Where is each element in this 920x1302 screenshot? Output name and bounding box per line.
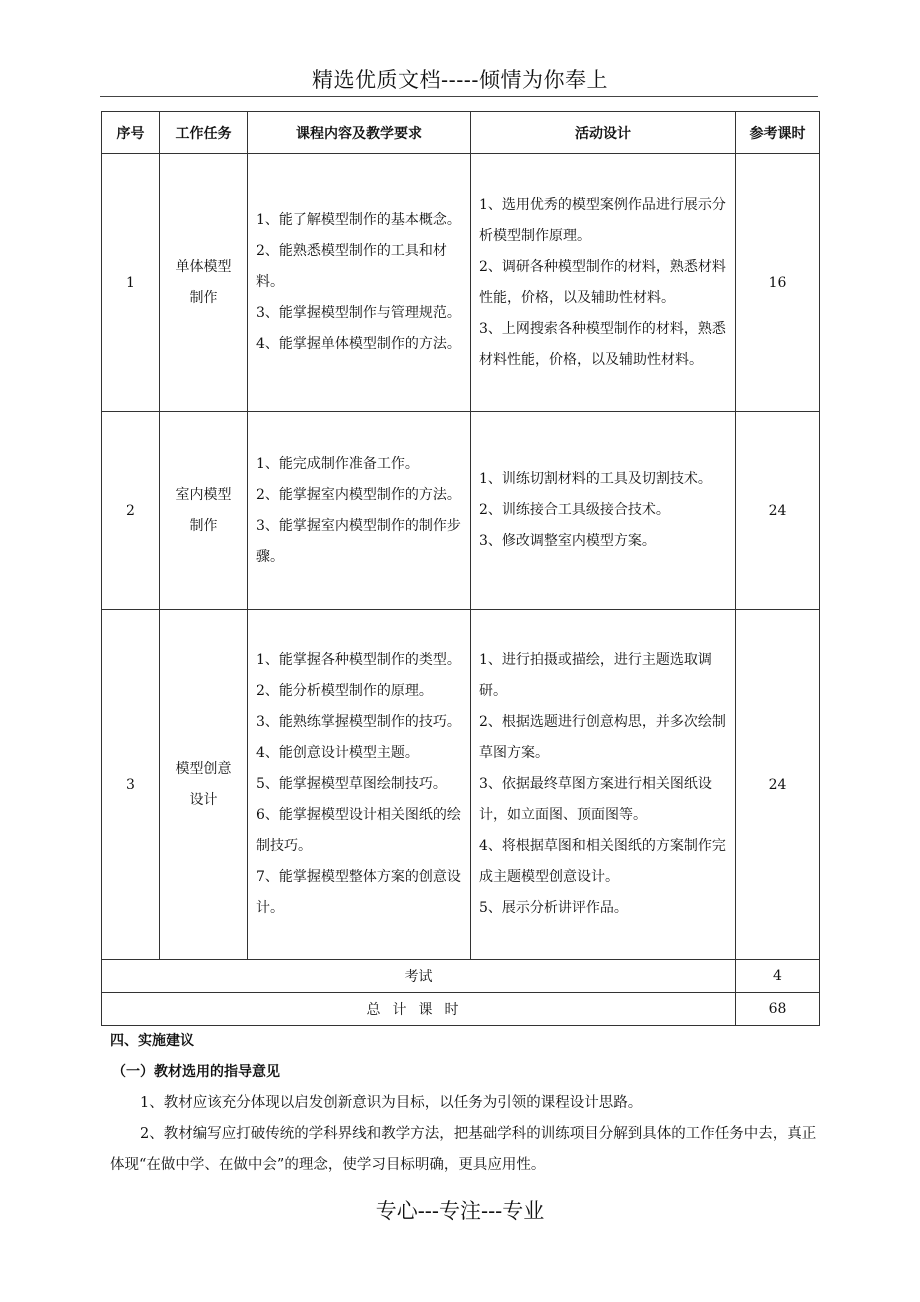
col-header-activity: 活动设计 [471, 112, 736, 154]
work-task [160, 610, 248, 960]
content-item: 7、能掌握模型整体方案的创意设计。 [256, 869, 461, 916]
content-item: 3、能掌握室内模型制作的制作步骤。 [256, 517, 461, 565]
page-footer: 专心---专注---专业 [375, 1199, 545, 1223]
total-label: 总计课时 [102, 993, 736, 1026]
content-item: 5、能掌握模型草图绘制技巧。 [256, 776, 447, 792]
activity-item: 2、调研各种模型制作的材料，熟悉材料性能，价格，以及辅助性材料。 [479, 258, 726, 306]
table-header-row [102, 112, 820, 154]
section-subtitle: （一）教材选用的指导意见 [112, 1064, 280, 1080]
exam-label: 考试 [102, 960, 736, 993]
work-task-line: 室内模型 [175, 486, 232, 503]
activity-design [471, 412, 736, 610]
content-item: 2、能分析模型制作的原理。 [256, 683, 433, 699]
content-item: 2、能熟悉模型制作的工具和材料。 [256, 243, 447, 290]
total-row [102, 993, 820, 1026]
activity-design [471, 154, 736, 412]
content-item: 1、能掌握各种模型制作的类型。 [256, 652, 461, 668]
reference-hours: 24 [736, 610, 820, 960]
activity-item: 4、将根据草图和相关图纸的方案制作完成主题模型创意设计。 [479, 838, 726, 885]
work-task-line: 制作 [189, 289, 218, 306]
exam-row [102, 960, 820, 993]
exam-hours: 4 [736, 960, 820, 993]
row-number: 2 [102, 412, 160, 610]
row-number: 3 [102, 610, 160, 960]
activity-item: 5、展示分析讲评作品。 [479, 900, 628, 916]
work-task [160, 154, 248, 412]
course-content [248, 610, 471, 960]
table-row [102, 610, 820, 960]
col-header-content: 课程内容及教学要求 [248, 112, 471, 154]
activity-item: 2、训练接合工具级接合技术。 [479, 502, 670, 518]
reference-hours: 24 [736, 412, 820, 610]
content-item: 6、能掌握模型设计相关图纸的绘制技巧。 [256, 807, 461, 854]
page-header: 精选优质文档-----倾情为你奉上 [312, 68, 608, 92]
course-content [248, 412, 471, 610]
work-task [160, 412, 248, 610]
activity-item: 1、训练切割材料的工具及切割技术。 [479, 471, 712, 487]
work-task-line: 制作 [189, 517, 218, 534]
content-item: 1、能完成制作准备工作。 [256, 455, 419, 472]
col-header-no: 序号 [102, 112, 160, 154]
total-hours: 68 [736, 993, 820, 1026]
paragraph-1: 1、教材应该充分体现以启发创新意识为目标，以任务为引领的课程设计思路。 [140, 1095, 643, 1111]
activity-item: 3、上网搜索各种模型制作的材料，熟悉材料性能，价格，以及辅助性材料。 [479, 320, 726, 368]
work-task-line: 单体模型 [175, 258, 232, 275]
activity-item: 3、依据最终草图方案进行相关图纸设计，如立面图、顶面图等。 [479, 776, 712, 823]
reference-hours: 16 [736, 154, 820, 412]
content-item: 3、能熟练掌握模型制作的技巧。 [256, 714, 461, 730]
row-number: 1 [102, 154, 160, 412]
header-divider [100, 96, 818, 97]
course-table [101, 111, 820, 1026]
work-task-line: 设计 [189, 791, 218, 808]
content-item: 4、能掌握单体模型制作的方法。 [256, 336, 461, 352]
content-item: 4、能创意设计模型主题。 [256, 745, 419, 761]
course-content [248, 154, 471, 412]
table-row [102, 154, 820, 412]
work-task-line: 模型创意 [175, 760, 232, 777]
paragraph-2: 2、教材编写应打破传统的学科界线和教学方法，把基础学科的训练项目分解到具体的工作任务中去，真正体现“在做中学、在做中会”的理念，使学习目标明确，更具应用性。 [110, 1126, 817, 1173]
section-title: 四、实施建议 [110, 1033, 194, 1049]
activity-item: 3、修改调整室内模型方案。 [479, 533, 656, 549]
table-row [102, 412, 820, 610]
activity-design [471, 610, 736, 960]
activity-item: 1、选用优秀的模型案例作品进行展示分析模型制作原理。 [479, 196, 726, 244]
content-item: 3、能掌握模型制作与管理规范。 [256, 305, 461, 321]
activity-item: 1、进行拍摄或描绘，进行主题选取调研。 [479, 652, 712, 699]
activity-item: 2、根据选题进行创意构思，并多次绘制草图方案。 [479, 714, 726, 761]
content-item: 2、能掌握室内模型制作的方法。 [256, 486, 461, 503]
content-item: 1、能了解模型制作的基本概念。 [256, 212, 461, 228]
col-header-task: 工作任务 [160, 112, 248, 154]
col-header-hours: 参考课时 [736, 112, 820, 154]
